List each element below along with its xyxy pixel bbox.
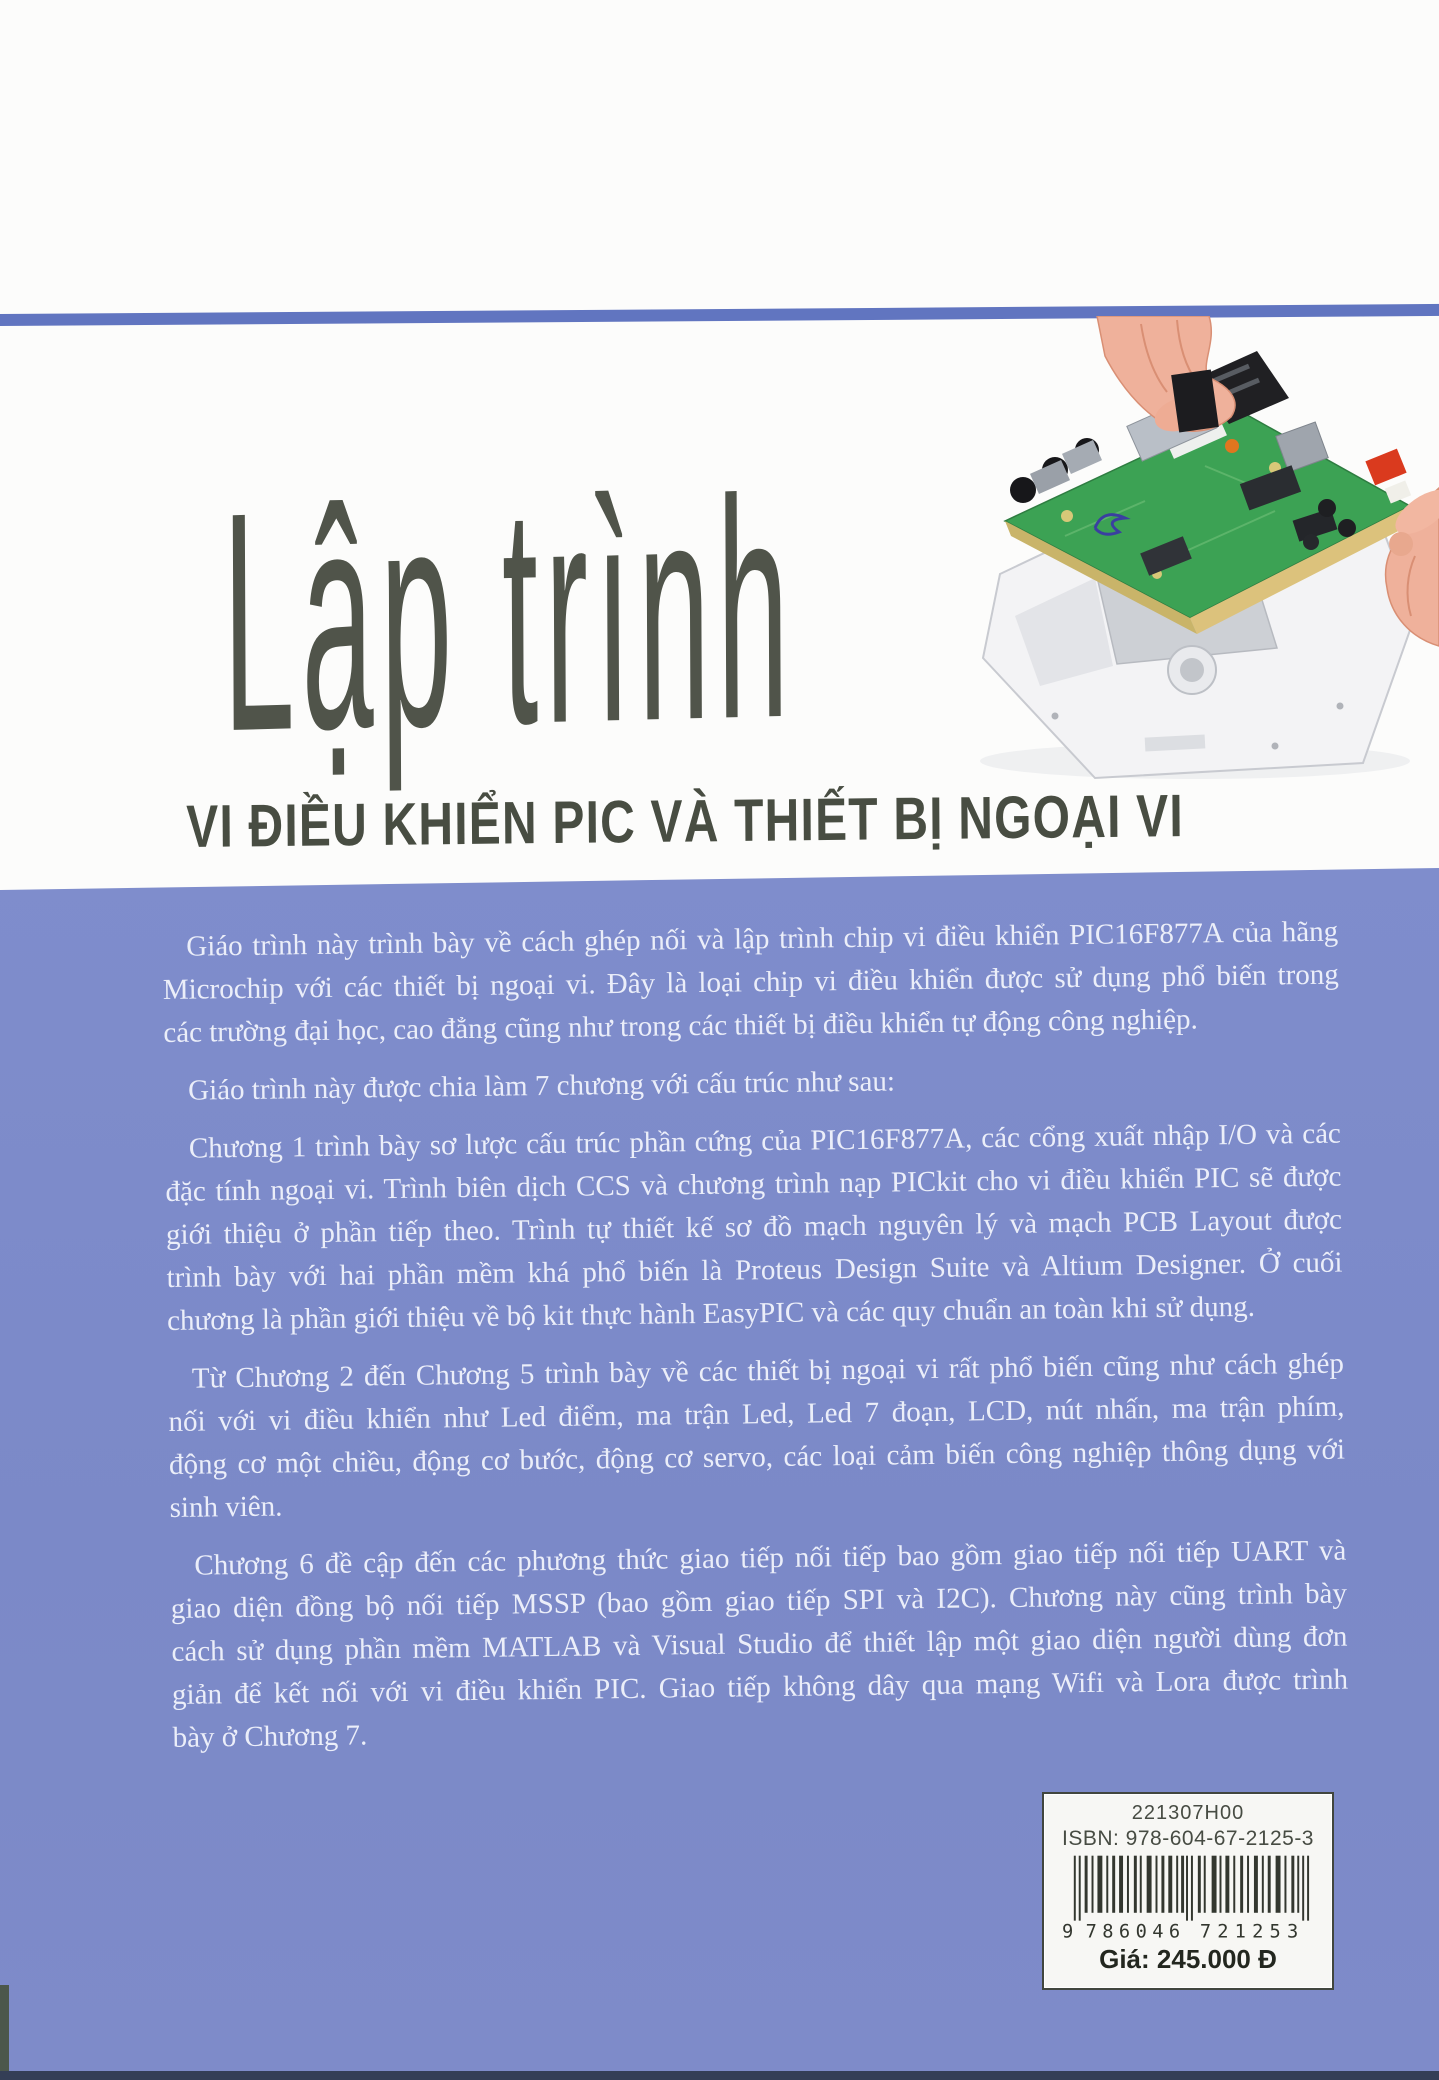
paragraph-line: đặc tính ngoại vi. Trình biên dịch CCS và chương trình nạp PICkit cho vi điều khiển PIC sẽ được (165, 1160, 1342, 1208)
paragraph-line: nối với vi điều khiển như Led điểm, ma trận Led, Led 7 đoạn, LCD, nút nhấn, ma trận phím, (168, 1390, 1345, 1438)
paragraph-line: trình bày với hai phần mềm khá phổ biến là Proteus Design Suite và Altium Designer. Ở cuối (166, 1246, 1343, 1294)
paragraph-line: Microchip với các thiết bị ngoại vi. Đây là loại chip vi điều khiển được sử dụng phổ biến trong (162, 958, 1339, 1006)
ean-digit-left: 9 (1062, 1921, 1074, 1943)
paragraph (165, 1113, 1344, 1343)
paragraph (164, 1055, 1340, 1113)
price-text: Giá: 245.000 Đ (1099, 1944, 1277, 1974)
paragraph-line: giới thiệu ở phần tiếp theo. Trình tự thiết kế sơ đồ mạch nguyên lý và mạch PCB Layout được (165, 1203, 1343, 1251)
paragraph-line: giản để kết nối với vi điều khiển PIC. Giao tiếp không dây qua mạng Wifi và Lora được trình (171, 1663, 1349, 1711)
paragraph-line: Từ Chương 2 đến Chương 5 trình bày về các thiết bị ngoại vi rất phổ biến cũng như cách ghép (191, 1347, 1345, 1395)
print-code: 221307H00 (1131, 1802, 1245, 1824)
book-title: Lập trình (221, 432, 797, 797)
body-text (162, 911, 1349, 1775)
paragraph-line: bày ở Chương 7. (172, 1719, 368, 1754)
scan-edge-left (0, 1985, 9, 2080)
ean-digits-group1: 786046 (1085, 1921, 1181, 1943)
paragraph-line: Giáo trình này trình bày về cách ghép nối và lập trình chip vi điều khiển PIC16F877A của hãng (186, 915, 1339, 963)
paragraph-line: Giáo trình này được chia làm 7 chương với cấu trúc như sau: (187, 1065, 896, 1107)
ean-digits-group2: 721253 (1199, 1921, 1299, 1943)
book-subtitle: VI ĐIỀU KHIỂN PIC VÀ THIẾT BỊ NGOẠI VI (185, 782, 1185, 860)
isbn-text: ISBN: 978-604-67-2125-3 (1062, 1827, 1314, 1850)
paragraph (170, 1530, 1349, 1760)
paragraph-line: sinh viên. (169, 1490, 283, 1524)
scan-edge-bottom (0, 2071, 1439, 2080)
paragraph (168, 1343, 1346, 1530)
paragraph-line: Chương 6 đề cập đến các phương thức giao tiếp nối tiếp bao gồm giao tiếp nối tiếp UART và (194, 1534, 1347, 1582)
paragraph-line: cách sử dụng phần mềm MATLAB và Visual Studio để thiết lập một giao diện người dùng đơn (171, 1620, 1348, 1668)
paragraph-line: các trường đại học, cao đẳng cũng như trong các thiết bị điều khiển tự động công nghiệp. (163, 1003, 1199, 1049)
paragraph-line: giao diện đồng bộ nối tiếp MSSP (bao gồm giao tiếp SPI và I2C). Chương này cũng trình bày (170, 1577, 1348, 1625)
paragraph (162, 911, 1340, 1055)
ean-barcode (1062, 1855, 1314, 1943)
circuit-board-photo (945, 316, 1439, 794)
barcode-label (1042, 1792, 1334, 1990)
paragraph-line: động cơ một chiều, động cơ bước, động cơ servo, các loại cảm biến công nghiệp thông dụng với (168, 1433, 1346, 1481)
paragraph-line: Chương 1 trình bày sơ lược cấu trúc phần cứng của PIC16F877A, các cổng xuất nhập I/O và các (188, 1117, 1342, 1165)
paragraph-line: chương là phần giới thiệu về bộ kit thực hành EasyPIC và các quy chuẩn an toàn khi sử dụng. (166, 1290, 1256, 1337)
